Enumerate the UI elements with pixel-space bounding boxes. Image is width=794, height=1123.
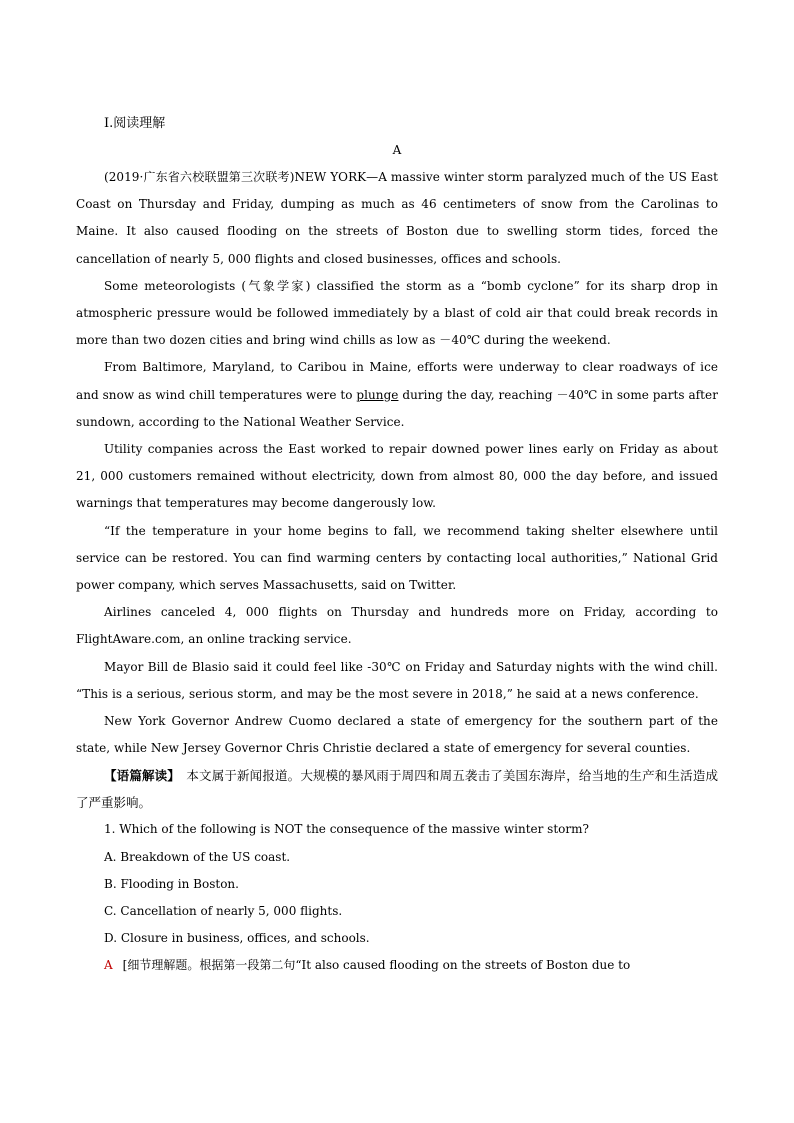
analysis-text: 本文属于新闻报道。大规模的暴风雨于周四和周五袭击了美国东海岸，给当地的生产和生活造成了严重影响。 [76,768,718,811]
paragraph-1: (2019·广东省六校联盟第三次联考)NEW YORK—A massive winter storm paralyzed much of the US East Coast on Thursday and Friday, dumping as much as 46 centimeters of snow from the Carolinas to Maine. It also caused flooding on the streets of Boston due to swelling storm tides, forced the cancellation of nearly 5, 000 flights and closed businesses, offices and schools. [76,170,718,266]
question-1-stem: 1. Which of the following is NOT the consequence of the massive winter storm? [104,822,589,837]
passage-analysis [76,762,718,816]
underlined-word: plunge [356,387,399,402]
question-1-answer [76,952,718,979]
paragraph-3 [76,354,718,436]
question-1-option-a: A. Breakdown of the US coast. [104,849,291,864]
section-heading: Ⅰ.阅读理解 [104,116,166,131]
answer-letter: A [104,958,113,973]
paragraph-4: Utility companies across the East worked to repair downed power lines early on Friday as about 21, 000 customers remained without electricity, down from almost 80, 000 the day before, and issued warnings that temperatures may become dangerously low. [76,442,718,511]
answer-explanation: [细节理解题。根据第一段第二句“It also caused flooding on the streets of Boston due to [122,958,631,973]
passage-letter: A [392,143,402,157]
question-1-option-d: D. Closure in business, offices, and schools. [104,931,370,946]
paragraph-2: Some meteorologists (气象学家) classified the storm as a “bomb cyclone” for its sharp drop in atmospheric pressure would be followed immediately by a blast of cold air that could break records in more than two dozen cities and bring wind chills as low as －40℃ during the weekend. [76,278,718,348]
question-1-option-b: B. Flooding in Boston. [104,876,239,891]
question-1-option-c: C. Cancellation of nearly 5, 000 flights. [104,904,343,919]
paragraph-6: Airlines canceled 4, 000 flights on Thursday and hundreds more on Friday, according to FlightAware.com, an online tracking service. [76,605,718,647]
paragraph-8: New York Governor Andrew Cuomo declared a state of emergency for the southern part of the state, while New Jersey Governor Chris Christie declared a state of emergency for several counties. [76,714,718,756]
paragraph-3-before: From Baltimore, Maryland, to Caribou in Maine, efforts were underway to clear roadways of ice and snow as wind chill temperatures were to [76,360,718,402]
analysis-tag: 【语篇解读】 [104,768,174,784]
paragraph-5: “If the temperature in your home begins to fall, we recommend taking shelter elsewhere until service can be restored. You can find warming centers by contacting local authorities,” National Grid power company, which serves Massachusetts, said on Twitter. [76,523,718,593]
document-page [76,112,718,980]
paragraph-3-after: during the day, reaching －40℃ in some parts after sundown, according to the National Weather Service. [76,387,718,429]
paragraph-7: Mayor Bill de Blasio said it could feel like -30℃ on Friday and Saturday nights with the wind chill. “This is a serious, serious storm, and may be the most severe in 2018,” he said at a news conference. [76,659,718,701]
